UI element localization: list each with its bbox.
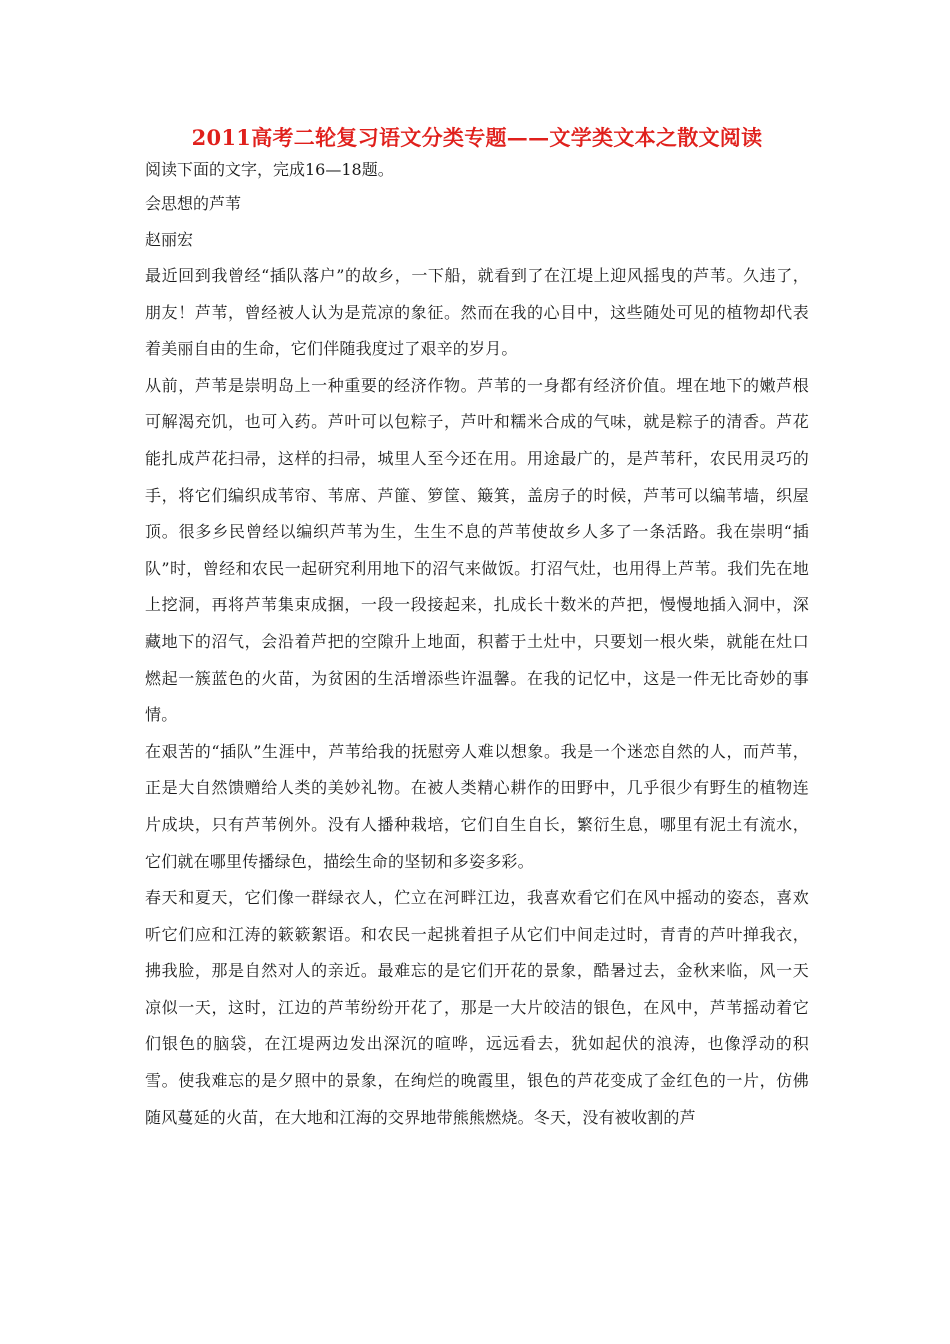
paragraph-2: 从前，芦苇是崇明岛上一种重要的经济作物。芦苇的一身都有经济价值。埋在地下的嫩芦根可解渴充饥，也可入药。芦叶可以包粽子，芦叶和糯米合成的气味，就是粽子的清香。芦花能扎成芦花扫帚，这样的扫帚，城里人至今还在用。用途最广的，是芦苇秆，农民用灵巧的手，将它们编织成苇帘、苇席、芦篚、箩筐、簸箕，盖房子的时候，芦苇可以编苇墙，织屋顶。很多乡民曾经以编织芦苇为生，生生不息的芦苇使故乡人多了一条活路。我在崇明“插队”时，曾经和农民一起研究利用地下的沼气来做饭。打沼气灶，也用得上芦苇。我们先在地上挖洞，再将芦苇集束成捆，一段一段接起来，扎成长十数米的芦把，慢慢地插入洞中，深藏地下的沼气，会沿着芦把的空隙升上地面，积蓄于土灶中，只要划一根火柴，就能在灶口燃起一簇蓝色的火苗，为贫困的生活增添些许温馨。在我的记忆中，这是一件无比奇妙的事情。 xyxy=(145,375,809,725)
paragraph-3: 在艰苦的“插队”生涯中，芦苇给我的抚慰旁人难以想象。我是一个迷恋自然的人，而芦苇，正是大自然馈赠给人类的美妙礼物。在被人类精心耕作的田野中，几乎很少有野生的植物连片成块，只有芦苇例外。没有人播种栽培，它们自生自长，繁衍生息，哪里有泥土有流水，它们就在哪里传播绿色，描绘生命的坚韧和多姿多彩。 xyxy=(145,741,809,871)
reading-instruction: 阅读下面的文字，完成16—18题。 xyxy=(145,160,394,179)
essay-title: 会思想的芦苇 xyxy=(145,194,242,213)
paragraph-1: 最近回到我曾经“插队落户”的故乡，一下船，就看到了在江堤上迎风摇曳的芦苇。久违了，朋友！芦苇，曾经被人认为是荒凉的象征。然而在我的心目中，这些随处可见的植物却代表着美丽自由的生命，它们伴随我度过了艰辛的岁月。 xyxy=(145,266,809,359)
document-title: 2011高考二轮复习语文分类专题——文学类文本之散文阅读 xyxy=(191,125,763,150)
paragraph-4: 春天和夏天，它们像一群绿衣人，伫立在河畔江边，我喜欢看它们在风中摇动的姿态，喜欢听它们应和江涛的簌簌絮语。和农民一起挑着担子从它们中间走过时，青青的芦叶掸我衣，拂我脸，那是自然对人的亲近。最难忘的是它们开花的景象，酷暑过去，金秋来临，风一天凉似一天，这时，江边的芦苇纷纷开花了，那是一大片皎洁的银色，在风中，芦苇摇动着它们银色的脑袋，在江堤两边发出深沉的喧哗，远远看去，犹如起伏的浪涛，也像浮动的积雪。使我难忘的是夕照中的景象，在绚烂的晚霞里，银色的芦花变成了金红色的一片，仿佛随风蔓延的火苗，在大地和江海的交界地带熊熊燃烧。冬天，没有被收割的芦 xyxy=(145,888,809,1127)
document-page xyxy=(145,122,809,1136)
essay-author: 赵丽宏 xyxy=(145,230,194,249)
